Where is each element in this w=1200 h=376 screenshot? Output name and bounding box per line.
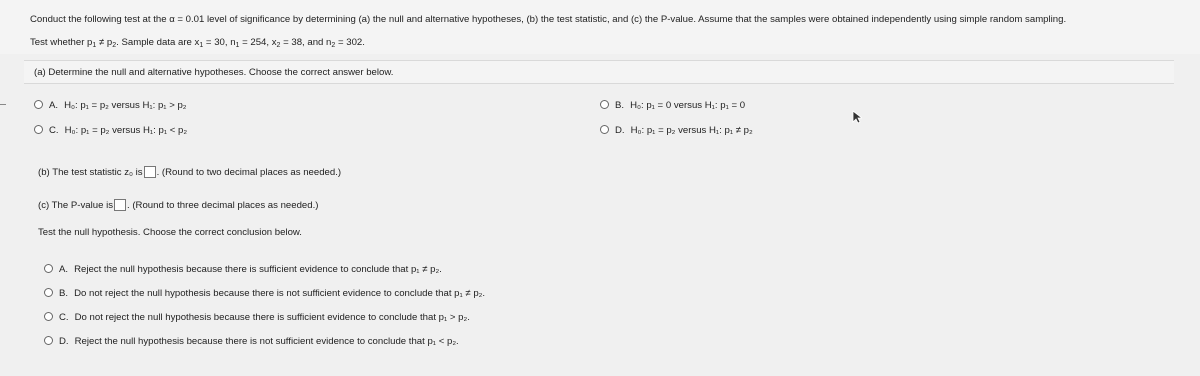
part-b-question <box>38 166 341 178</box>
option-letter: B. <box>615 100 625 111</box>
conclusion-prompt: Test the null hypothesis. Choose the correct conclusion below. <box>38 227 302 238</box>
option-text: H₀: p₁ = p₂ versus H₁: p₁ > p₂ <box>64 100 187 111</box>
part-a-option-d[interactable] <box>600 125 753 136</box>
test-text-3: . Sample data are x <box>116 37 200 48</box>
radio-button-icon[interactable] <box>44 288 53 297</box>
option-letter: A. <box>59 264 69 275</box>
part-a-option-a[interactable] <box>34 100 187 111</box>
test-text-2: ≠ p <box>96 37 113 48</box>
data-text-2: = 254, x <box>239 37 277 48</box>
option-letter: C. <box>49 125 59 136</box>
part-a-prompt: (a) Determine the null and alternative hypotheses. Choose the correct answer below. <box>34 67 394 78</box>
conclusion-option-d[interactable] <box>44 336 459 347</box>
part-b-text: (b) The test statistic z₀ is <box>38 167 143 178</box>
option-text: Do not reject the null hypothesis because there is not sufficient evidence to conclude that p₁ ≠ p₂. <box>74 288 486 299</box>
radio-button-icon[interactable] <box>44 312 53 321</box>
option-letter: A. <box>49 100 59 111</box>
data-text-3: = 38, and n <box>280 37 332 48</box>
radio-button-icon[interactable] <box>34 100 43 109</box>
option-text: H₀: p₁ = p₂ versus H₁: p₁ < p₂ <box>64 125 188 136</box>
option-text: H₀: p₁ = 0 versus H₁: p₁ = 0 <box>630 100 746 111</box>
option-text: Reject the null hypothesis because there is not sufficient evidence to conclude that p₁ < p₂. <box>74 336 459 347</box>
test-statistic-input[interactable] <box>144 166 156 178</box>
conclusion-option-c[interactable] <box>44 312 470 323</box>
radio-button-icon[interactable] <box>44 336 53 345</box>
left-tick <box>0 104 6 105</box>
data-text-4: = 302. <box>335 37 365 48</box>
test-text-1: Test whether p <box>30 37 93 48</box>
mouse-cursor-icon <box>852 110 862 124</box>
conclusion-option-a[interactable] <box>44 264 442 275</box>
part-a-option-b[interactable] <box>600 100 745 111</box>
part-c-question <box>38 199 318 211</box>
option-letter: C. <box>59 312 69 323</box>
option-text: H₀: p₁ = p₂ versus H₁: p₁ ≠ p₂ <box>630 125 753 136</box>
radio-button-icon[interactable] <box>600 125 609 134</box>
radio-button-icon[interactable] <box>34 125 43 134</box>
radio-button-icon[interactable] <box>600 100 609 109</box>
question-intro: Conduct the following test at the α = 0.01 level of significance by determining (a) the null and alternative hypotheses, (b) the test statistic, and (c) the P-value. Assume that the samples were obtained independently using simple random sampling. <box>30 14 1067 25</box>
conclusion-option-b[interactable] <box>44 288 485 299</box>
part-b-hint: . (Round to two decimal places as needed.) <box>156 167 342 178</box>
option-letter: B. <box>59 288 69 299</box>
p-value-input[interactable] <box>114 199 126 211</box>
part-c-text: (c) The P-value is <box>38 200 113 211</box>
part-c-hint: . (Round to three decimal places as needed.) <box>127 200 319 211</box>
part-a-option-c[interactable] <box>34 125 187 136</box>
question-data: Test whether $p_1 \ne p_2$. Sample data are $x_1 = 30$, $n_1 = 254$, $x_2 = 38$, and $n_2 = 302$. <box>30 37 365 49</box>
option-text: Do not reject the null hypothesis because there is sufficient evidence to conclude that p₁ > p₂. <box>74 312 470 323</box>
radio-button-icon[interactable] <box>44 264 53 273</box>
option-text: Reject the null hypothesis because there is sufficient evidence to conclude that p₁ ≠ p₂. <box>74 264 442 275</box>
option-letter: D. <box>59 336 69 347</box>
option-letter: D. <box>615 125 625 136</box>
data-text-1: = 30, n <box>203 37 236 48</box>
